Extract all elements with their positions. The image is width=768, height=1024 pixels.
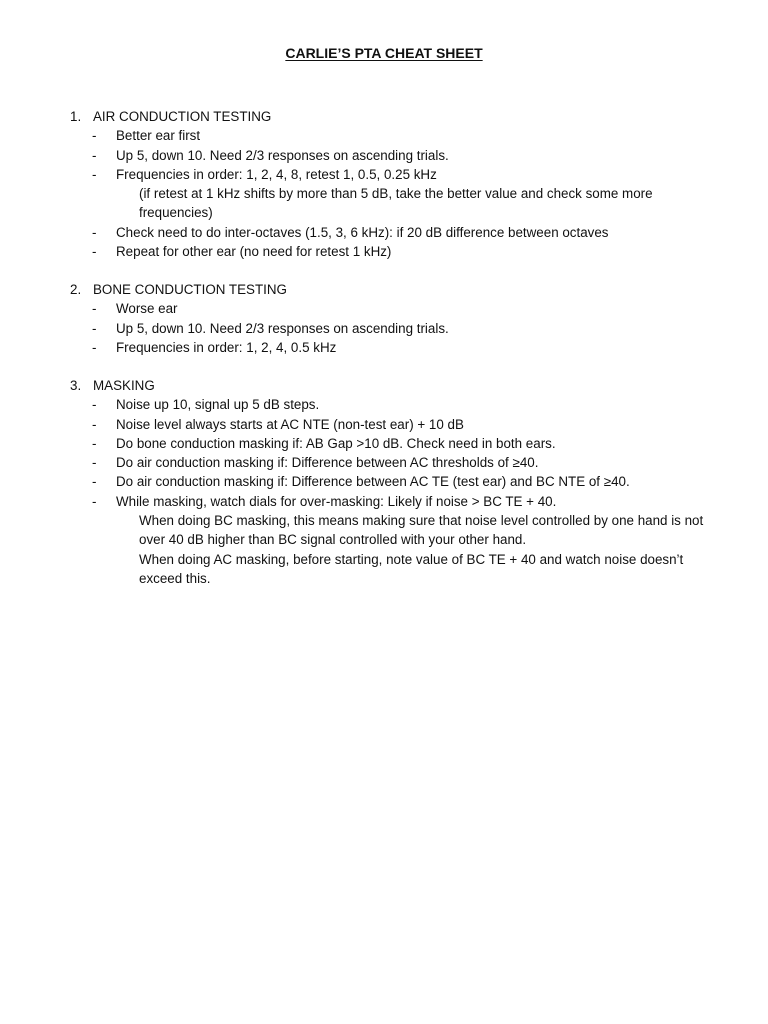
list-item <box>70 434 730 453</box>
list-item-text: Noise level always starts at AC NTE (non-test ear) + 10 dB <box>116 416 464 432</box>
section-number: 1. <box>70 109 82 124</box>
list-item-text: Noise up 10, signal up 5 dB steps. <box>116 397 320 413</box>
bullet-dash: - <box>92 474 97 490</box>
list-item-text: Do air conduction masking if: Difference between AC TE (test ear) and BC NTE of ≥40. <box>116 474 630 490</box>
bullet-dash: - <box>92 397 97 413</box>
list-item <box>70 395 730 414</box>
bullet-dash: - <box>92 493 97 509</box>
list-item <box>70 242 730 261</box>
list-item-text: Repeat for other ear (no need for retest 1 kHz) <box>116 244 392 260</box>
list-item-text: Do bone conduction masking if: AB Gap >10 dB. Check need in both ears. <box>116 435 556 451</box>
bullet-dash: - <box>92 244 97 260</box>
section-masking <box>70 376 730 588</box>
list-item <box>70 223 730 242</box>
section-heading <box>70 376 730 395</box>
bullet-dash: - <box>92 435 97 451</box>
bullet-dash: - <box>92 224 97 240</box>
list-item <box>70 319 730 338</box>
list-item-text: Up 5, down 10. Need 2/3 responses on ascending trials. <box>116 147 449 163</box>
list-note: When doing AC masking, before starting, note value of BC TE + 40 and watch noise doesn’t exceed this. <box>139 551 684 586</box>
list-item <box>70 126 730 145</box>
list-item-text: Frequencies in order: 1, 2, 4, 0.5 kHz <box>116 339 337 355</box>
list-item <box>70 492 730 511</box>
section-number: 3. <box>70 378 82 393</box>
list-item <box>70 453 730 472</box>
list-item <box>70 165 730 184</box>
bullet-dash: - <box>92 147 97 163</box>
bullet-dash: - <box>92 320 97 336</box>
list-item <box>70 299 730 318</box>
section-heading <box>70 107 730 126</box>
list-item-text: Check need to do inter-octaves (1.5, 3, 6 kHz): if 20 dB difference between octaves <box>116 224 609 240</box>
bullet-dash: - <box>92 339 97 355</box>
list-item-text: Frequencies in order: 1, 2, 4, 8, retest 1, 0.5, 0.25 kHz <box>116 166 437 182</box>
bullet-dash: - <box>92 166 97 182</box>
section-bone-conduction <box>70 280 730 357</box>
list-item <box>70 338 730 357</box>
section-number: 2. <box>70 282 82 297</box>
list-note: When doing BC masking, this means making sure that noise level controlled by one hand is not over 40 dB higher than BC signal controlled with your other hand. <box>139 513 704 548</box>
list-item-text: While masking, watch dials for over-masking: Likely if noise > BC TE + 40. <box>116 493 557 509</box>
section-title: MASKING <box>93 378 155 393</box>
list-item-text: Better ear first <box>116 128 201 144</box>
list-item <box>70 146 730 165</box>
section-title: AIR CONDUCTION TESTING <box>93 109 272 124</box>
list-item-text: Worse ear <box>116 301 178 317</box>
section-heading <box>70 280 730 299</box>
section-air-conduction <box>70 107 730 261</box>
bullet-dash: - <box>92 128 97 144</box>
list-item-text: Up 5, down 10. Need 2/3 responses on ascending trials. <box>116 320 449 336</box>
section-title: BONE CONDUCTION TESTING <box>93 282 287 297</box>
list-item <box>70 415 730 434</box>
bullet-dash: - <box>92 416 97 432</box>
list-item-text: Do air conduction masking if: Difference between AC thresholds of ≥40. <box>116 455 539 471</box>
bullet-dash: - <box>92 301 97 317</box>
list-item <box>70 472 730 491</box>
list-note: (if retest at 1 kHz shifts by more than 5 dB, take the better value and check some more frequencies) <box>139 186 653 221</box>
bullet-dash: - <box>92 455 97 471</box>
page-title: CARLIE’S PTA CHEAT SHEET <box>285 45 483 61</box>
